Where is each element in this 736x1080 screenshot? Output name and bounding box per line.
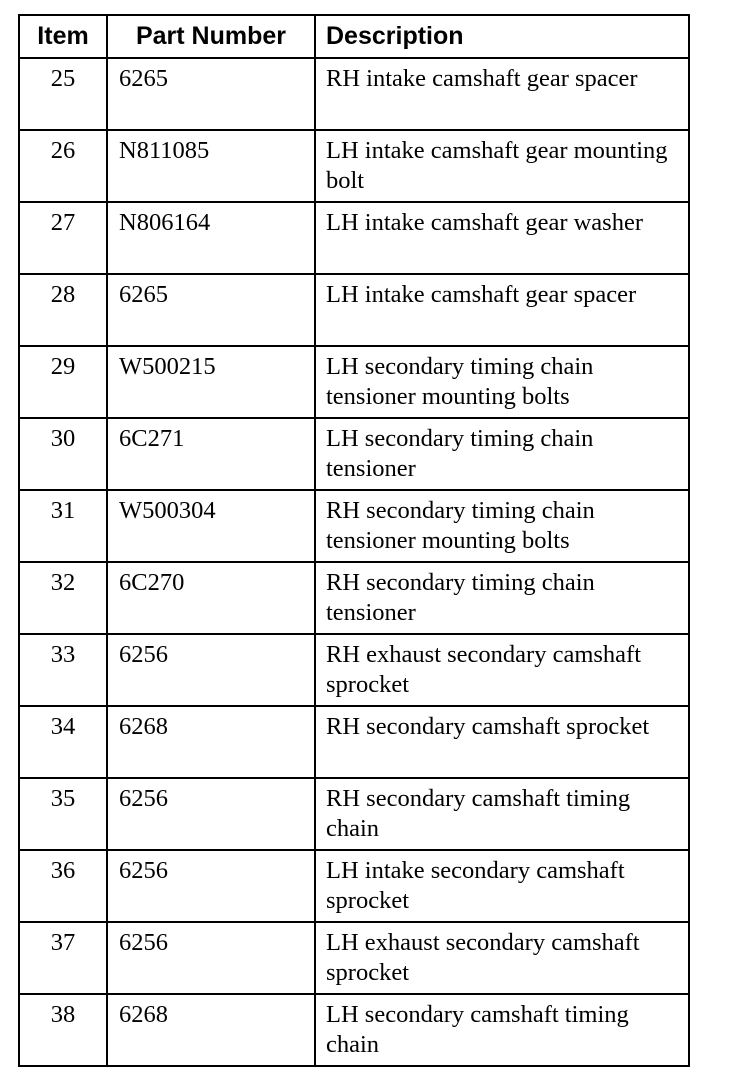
part-number-cell: 6265 [107,274,315,346]
part-number-cell: 6268 [107,706,315,778]
description-cell: LH exhaust secondary camshaft sprocket [315,922,689,994]
description-cell: RH secondary camshaft timing chain [315,778,689,850]
header-description: Description [315,15,689,58]
table-row [19,130,689,202]
table-header [19,15,689,58]
item-cell: 33 [19,634,107,706]
description-cell: LH secondary camshaft timing chain [315,994,689,1066]
item-cell: 27 [19,202,107,274]
parts-table [18,14,690,1067]
item-cell: 38 [19,994,107,1066]
description-cell: LH intake secondary camshaft sprocket [315,850,689,922]
part-number-cell: 6256 [107,634,315,706]
description-cell: RH intake camshaft gear spacer [315,58,689,130]
part-number-cell: N806164 [107,202,315,274]
part-number-cell: 6256 [107,778,315,850]
table-row [19,490,689,562]
item-cell: 35 [19,778,107,850]
part-number-cell: 6268 [107,994,315,1066]
description-cell: RH secondary timing chain tensioner [315,562,689,634]
table-body [19,58,689,1066]
description-cell: LH intake camshaft gear spacer [315,274,689,346]
part-number-cell: W500304 [107,490,315,562]
header-part-number: Part Number [107,15,315,58]
description-cell: LH secondary timing chain tensioner mounting bolts [315,346,689,418]
description-cell: LH intake camshaft gear washer [315,202,689,274]
item-cell: 34 [19,706,107,778]
table-row [19,994,689,1066]
item-cell: 32 [19,562,107,634]
table-row [19,634,689,706]
description-cell: RH exhaust secondary camshaft sprocket [315,634,689,706]
table-row [19,58,689,130]
item-cell: 26 [19,130,107,202]
description-cell: LH secondary timing chain tensioner [315,418,689,490]
item-cell: 29 [19,346,107,418]
header-row [19,15,689,58]
part-number-cell: 6C270 [107,562,315,634]
description-cell: LH intake camshaft gear mounting bolt [315,130,689,202]
part-number-cell: 6256 [107,850,315,922]
part-number-cell: 6C271 [107,418,315,490]
part-number-cell: W500215 [107,346,315,418]
table-row [19,850,689,922]
table-row [19,274,689,346]
item-cell: 25 [19,58,107,130]
item-cell: 31 [19,490,107,562]
table-row [19,202,689,274]
item-cell: 30 [19,418,107,490]
table-row [19,418,689,490]
item-cell: 28 [19,274,107,346]
description-cell: RH secondary timing chain tensioner mounting bolts [315,490,689,562]
part-number-cell: 6265 [107,58,315,130]
table-row [19,562,689,634]
description-cell: RH secondary camshaft sprocket [315,706,689,778]
table-row [19,922,689,994]
table-row [19,346,689,418]
part-number-cell: 6256 [107,922,315,994]
part-number-cell: N811085 [107,130,315,202]
table-row [19,706,689,778]
table-row [19,778,689,850]
item-cell: 37 [19,922,107,994]
item-cell: 36 [19,850,107,922]
header-item: Item [19,15,107,58]
